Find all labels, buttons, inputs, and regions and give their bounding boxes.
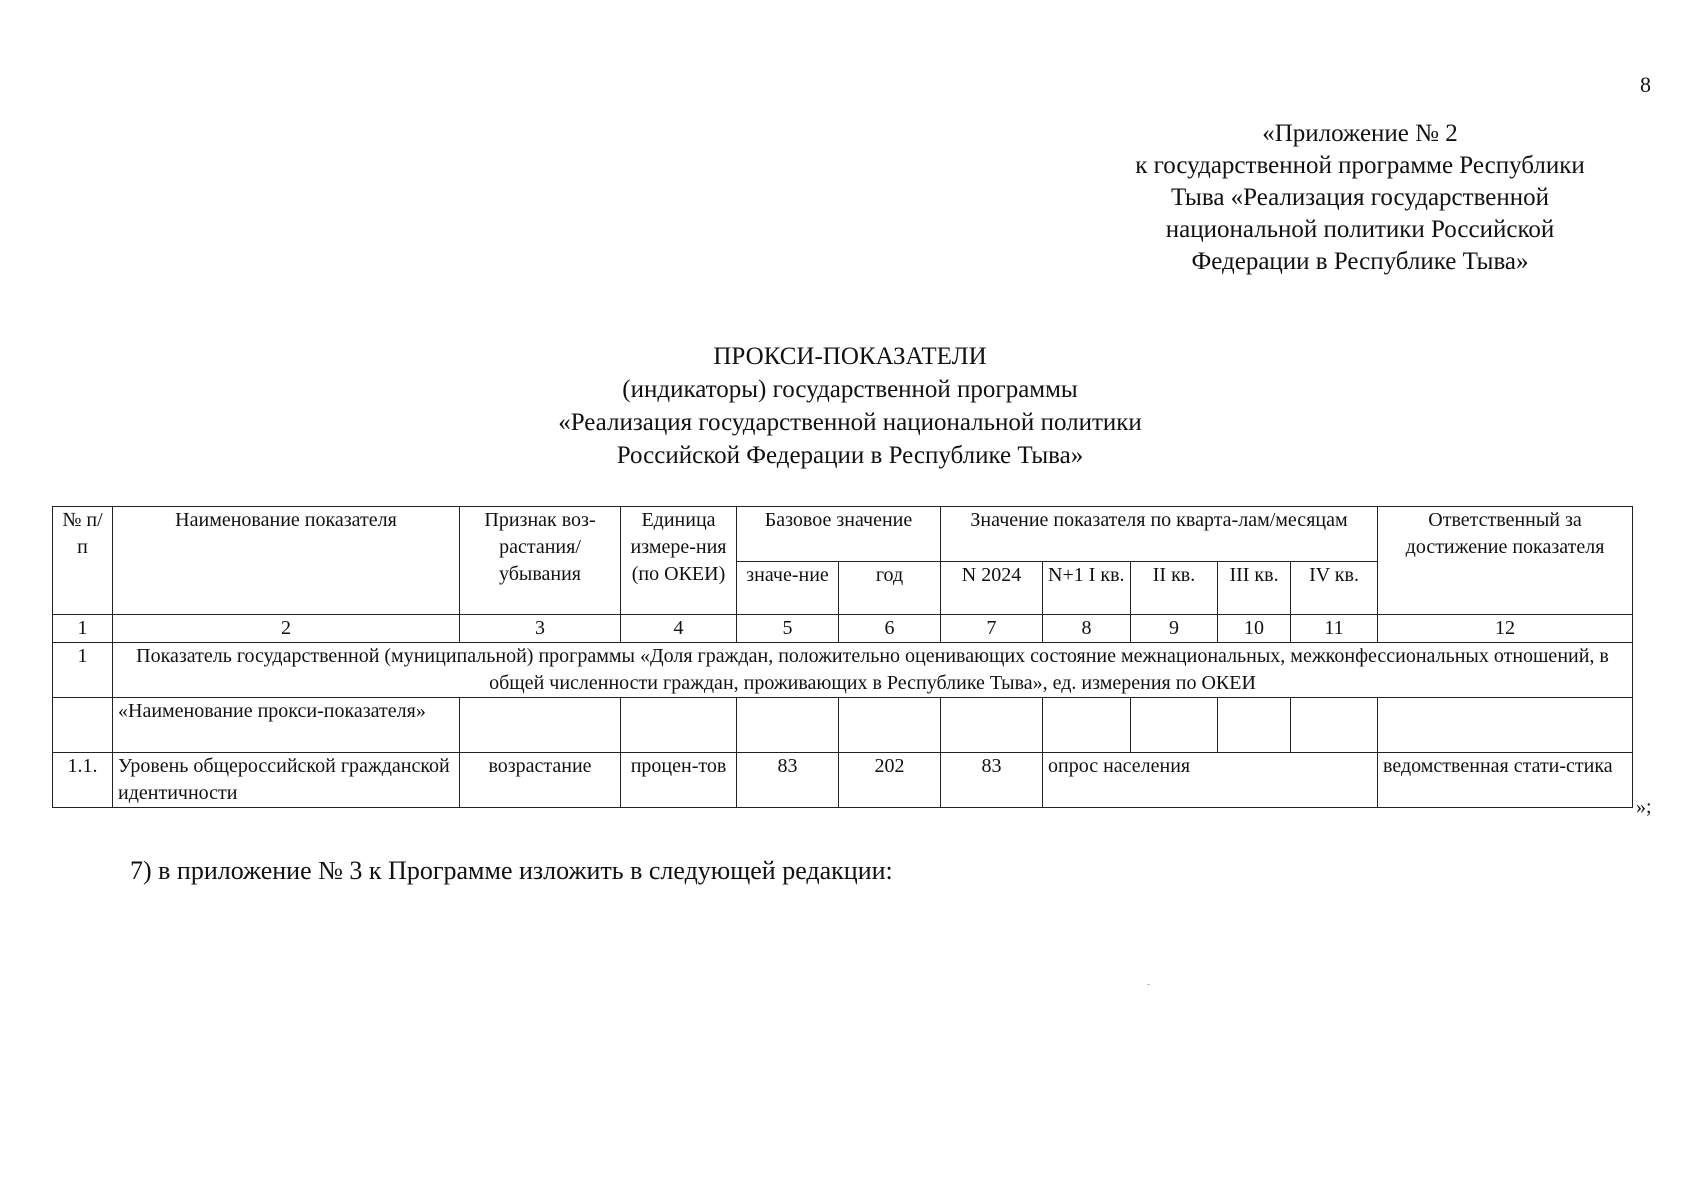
header-base: Базовое значение [737,507,941,562]
row-n-value: 83 [941,753,1043,808]
title-line: Российской Федерации в Республике Тыва» [616,442,1084,469]
empty-cell [1291,698,1378,753]
column-number: 2 [113,615,460,643]
empty-cell [941,698,1043,753]
row-name: Уровень общероссийской гражданской идентичности [113,753,460,808]
header-q4: IV кв. [1291,562,1378,615]
column-number: 12 [1378,615,1633,643]
section-row [53,643,1633,698]
header-base-value: значе-ние [737,562,839,615]
title-line: «Реализация государственной национальной политики [558,409,1142,436]
header-responsible: Ответственный за достижение показателя [1378,507,1633,615]
empty-cell [1378,698,1633,753]
column-number: 3 [460,615,621,643]
header-name: Наименование показателя [113,507,460,615]
header-q-n: N 2024 [941,562,1043,615]
scan-mark [1147,984,1150,985]
column-number: 7 [941,615,1043,643]
header-num: № п/п [53,507,113,615]
title-heading: ПРОКСИ-ПОКАЗАТЕЛИ [713,343,987,370]
column-number: 10 [1218,615,1291,643]
proxy-name-row [53,698,1633,753]
amendment-paragraph: 7) в приложение № 3 к Программе изложить в следующей редакции: [130,856,893,885]
table-row [53,753,1633,808]
document-title [300,340,1400,472]
header-row [53,507,1633,562]
title-line: (индикаторы) государственной программы [622,376,1078,403]
header-q-n1: N+1 I кв. [1043,562,1131,615]
column-number: 4 [621,615,737,643]
section-num: 1 [53,643,113,698]
column-number-row [53,615,1633,643]
row-method: опрос населения [1043,753,1378,808]
empty-cell [460,698,621,753]
appendix-line: национальной политики Российской [1165,216,1555,243]
column-number: 1 [53,615,113,643]
column-number: 11 [1291,615,1378,643]
appendix-line: Тыва «Реализация государственной [1171,184,1549,211]
row-unit: процен-тов [621,753,737,808]
header-q3: III кв. [1218,562,1291,615]
empty-cell [1218,698,1291,753]
closing-quote: »; [1636,796,1652,818]
appendix-line: Федерации в Республике Тыва» [1191,248,1529,275]
column-number: 8 [1043,615,1131,643]
row-base-year: 202 [839,753,941,808]
header-quarters: Значение показателя по кварта-лам/месяцам [941,507,1378,562]
page-number: 8 [1640,72,1651,97]
empty-cell [1043,698,1131,753]
row-num: 1.1. [53,753,113,808]
column-number: 9 [1131,615,1218,643]
empty-cell [1131,698,1218,753]
appendix-line: «Приложение № 2 [1262,120,1458,147]
column-number: 6 [839,615,941,643]
proxy-indicators-table [52,506,1633,808]
proxy-name-label: «Наименование прокси-показателя» [113,698,460,753]
appendix-reference [1040,118,1680,278]
header-base-year: год [839,562,941,615]
appendix-line: к государственной программе Республики [1135,152,1585,179]
section-title: Показатель государственной (муниципальной) программы «Доля граждан, положительно оценивающих состояние межнациональных, межконфессиональных отношений, в общей численности граждан, проживающих в Республике Тыва», ед. измерения по ОКЕИ [113,643,1633,698]
row-base-value: 83 [737,753,839,808]
empty-cell [839,698,941,753]
header-q2: II кв. [1131,562,1218,615]
row-responsible: ведомственная стати-стика [1378,753,1633,808]
header-unit: Единица измере-ния (по ОКЕИ) [621,507,737,615]
empty-cell [53,698,113,753]
header-trend: Признак воз-растания/ убывания [460,507,621,615]
column-number: 5 [737,615,839,643]
row-trend: возрастание [460,753,621,808]
empty-cell [621,698,737,753]
empty-cell [737,698,839,753]
